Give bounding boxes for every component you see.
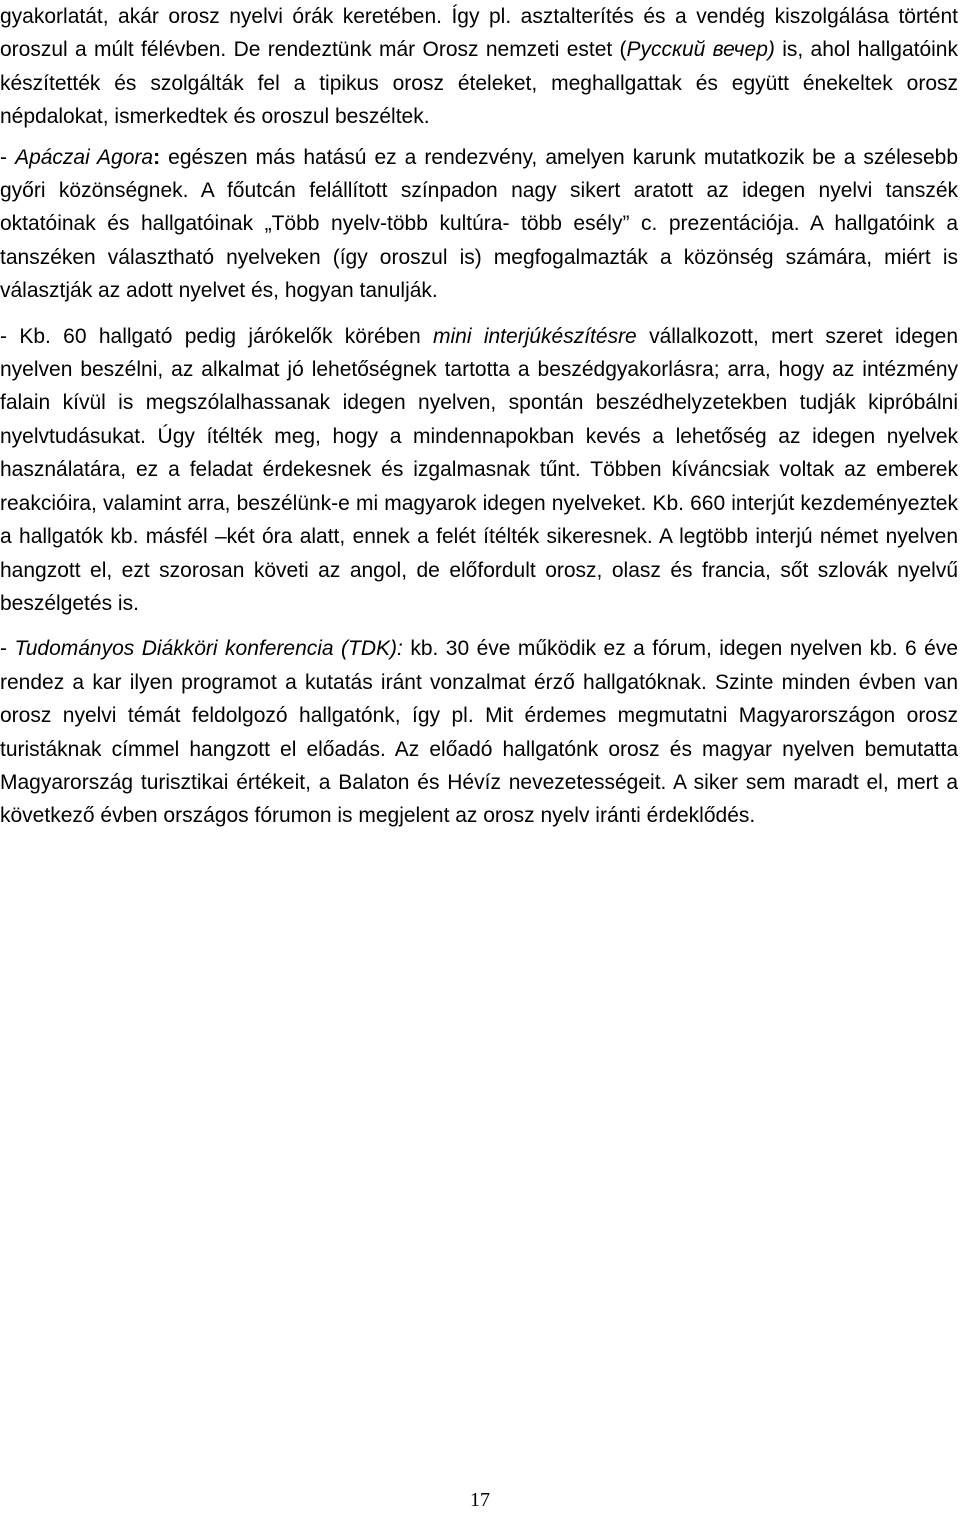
paragraph-text: egészen más hatású ez a rendezvény, amelyen karunk mutatkozik be a szélesebb győri közönségnek. A főutcán felállított színpadon nagy sikert aratott az idegen nyelvi tanszék oktatóinak és hallgatóinak „Több nyelv-több kultúra- több esély” c. prezentációja. A hallgatóink a tanszéken választható nyelveken (így oroszul is) megfogalmazták a közönség számára, miért is választják az adott nyelvet és, hogyan tanulják. — [0, 145, 958, 303]
paragraph-russian-evening — [0, 0, 958, 134]
page-number: 17 — [470, 1489, 490, 1511]
paragraph-text: kb. 30 éve működik ez a fórum, idegen nyelven kb. 6 éve rendez a kar ilyen programot a kutatás iránt vonzalmat érző hallgatóknak. Szinte minden évben van orosz nyelvi témát feldolgozó hallgatónk, így pl. Mit érdemes megmutatni Magyarországon orosz turistáknak címmel hangzott el előadás. Az előadó hallgatónk orosz és magyar nyelven bemutatta Magyarország turisztikai értékeit, a Balaton és Hévíz nevezetességeit. A siker sem maradt el, mert a következő évben országos fórumon is megjelent az orosz nyelv iránti érdeklődés. — [0, 637, 959, 828]
italic-mini-interview: mini interjúkészítésre — [433, 324, 637, 348]
paragraph-text: - Kb. 60 hallgató pedig járókelők körében — [0, 324, 434, 348]
paragraph-tdk-conference — [0, 632, 958, 832]
italic-event-name: Apáczai Agora — [15, 145, 154, 169]
paragraph-apaczai-agora — [0, 141, 958, 308]
paragraph-mini-interviews — [0, 320, 958, 621]
paragraph-text: gyakorlatát, akár orosz nyelvi órák keretében. Így pl. asztalterítés és a vendég kiszolgálása történt oroszul a múlt félévben. De rendeztünk már Orosz nemzeti estet ( — [0, 5, 958, 62]
bold-colon: : — [153, 145, 161, 169]
paragraph-text: is, ahol hallgatóink készítették és szolgálták fel a tipikus orosz ételeket, meghallgattak és együtt énekeltek orosz népdalokat, ismerkedtek és oroszul beszéltek. — [0, 38, 958, 129]
paragraph-text: vállalkozott, mert szeret idegen nyelven beszélni, az alkalmat jó lehetőségnek tartotta a beszédgyakorlásra; arra, hogy az intézmény falain kívül is megszólalhassanak idegen nyelven, spontán beszédhelyzetekben tudják kipróbálni nyelvtudásukat. Úgy ítélték meg, hogy a mindennapokban kevés a lehetőség az idegen nyelvek használatára, ez a feladat érdekesnek és izgalmasnak tűnt. Többen kíváncsiak voltak az emberek reakcióira, valamint arra, beszélünk-e mi magyarok idegen nyelveket. Kb. 660 interjút kezdeményeztek a hallgatók kb. másfél –két óra alatt, ennek a felét ítélték sikeresnek. A legtöbb interjú német nyelven hangzott el, ezt szorosan követi az angol, de előfordult orosz, olasz és francia, sőt szlovák nyelvű beszélgetés is. — [0, 324, 959, 615]
list-dash: - — [0, 145, 16, 169]
list-dash: - — [0, 637, 15, 661]
italic-russian-title: Русский вечер) — [626, 38, 775, 62]
italic-event-name: Tudományos Diákköri konferencia (TDK): — [14, 637, 403, 661]
